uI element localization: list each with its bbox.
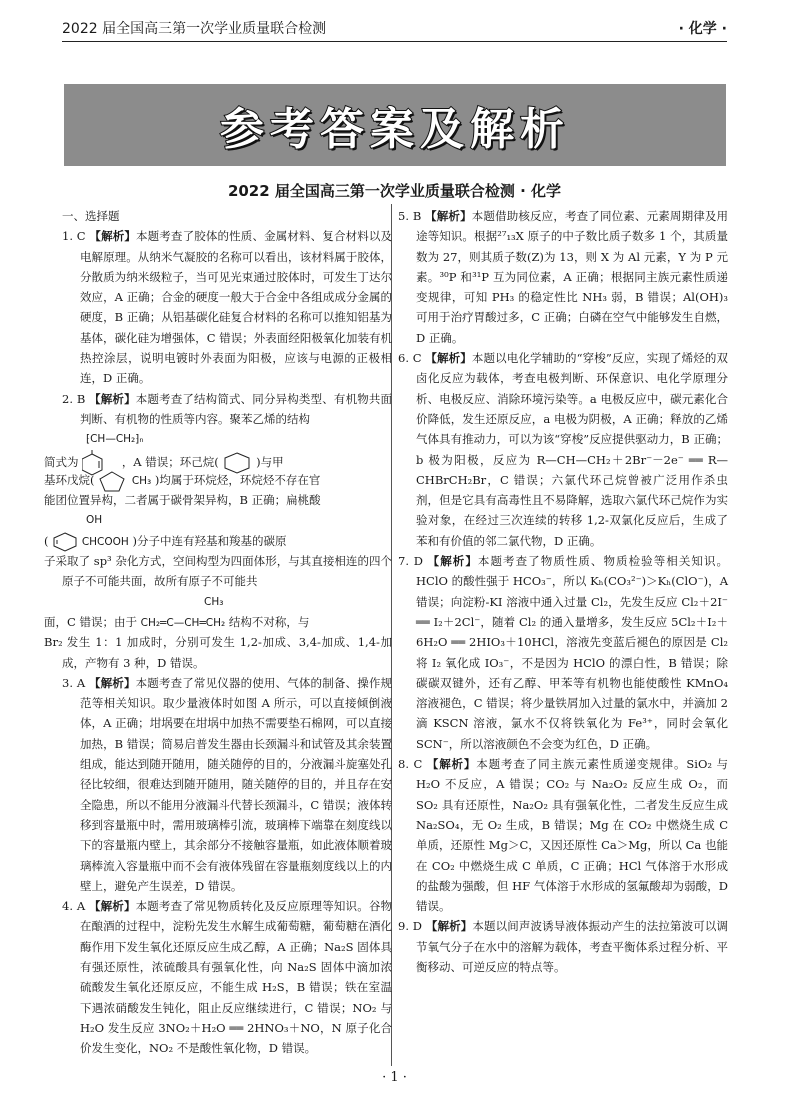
diene-line xyxy=(44,612,392,632)
answer-letter: C xyxy=(413,757,423,772)
question-text: 本题考查了结构简式、同分异构类型、有机物共面判断、有机物的性质等内容。聚苯乙烯的结构 xyxy=(80,391,393,426)
question-number: 8. xyxy=(398,757,409,772)
text-fragment: )均属于环烷烃，环烷烃不存在官 xyxy=(154,472,321,487)
question-1 xyxy=(62,226,392,388)
question-number: 4. xyxy=(62,899,73,914)
text-block: 子采取了 sp³ 杂化方式，空间构型为四面体形，与其直接相连的四个原子不可能共面，故所有原子不可能共 xyxy=(44,554,392,589)
cyclopentane-ring-icon xyxy=(98,470,128,492)
question-text: 本题考查了同主族元素性质递变规律。SiO₂ 与 H₂O 不反应，A 错误；CO₂ 与 Na₂O₂ 反应生成 O₂，而 SO₂ 具有还原性，Na₂O₂ 具有强氧化性，二者发生反应生成 Na₂SO₄，无 O₂ 生成，B 错误；Mg 在 CO₂ 中燃烧生成 C 单质，还原性 Mg＞C，又因还原性 Ca＞Mg，所以 Ca 也能在 CO₂ 中燃烧生成 C 单质，C 正确；HCl 气体溶于水形成的盐酸为强酸，但 HF 气体溶于水形成的氢氟酸却为弱酸，D 错误。 xyxy=(416,757,729,914)
text-fragment: 基环戊烷( xyxy=(44,472,95,487)
question-number: 7. xyxy=(398,554,409,569)
answer-letter: A xyxy=(76,899,86,914)
left-column xyxy=(44,206,393,1058)
methylcyclopentane-line xyxy=(44,470,392,490)
methyl-label: CH₃ xyxy=(131,474,152,487)
answer-letter: B xyxy=(76,391,86,406)
question-number: 2. xyxy=(62,391,73,406)
answer-letter: C xyxy=(76,229,86,244)
analysis-tag: 【解析】 xyxy=(425,919,473,934)
analysis-tag: 【解析】 xyxy=(89,229,136,244)
answer-letter: C xyxy=(412,351,422,366)
right-column xyxy=(398,206,728,977)
polymer-repeat-unit: ⁅CH—CH₂⁆ₙ xyxy=(86,433,144,446)
answer-letter: B xyxy=(412,209,422,223)
banner-title: 参考答案及解析 xyxy=(220,104,570,155)
analysis-tag: 【解析】 xyxy=(425,351,472,366)
text-fragment: 结构不对称，与 xyxy=(228,614,310,629)
question-text: 本题考查了胶体的性质、金属材料、复合材料以及电解原理。从纳米气凝胶的名称可以看出，该材料属于胶体，分散质为纳米级粒子，当可见光束通过胶体时，可发生丁达尔效应，A 正确；合金的硬度一般大于合金中各组成成分金属的硬度，B 正确；从铝基碳化硅复合材料的名称可以推知铝基为基体，碳化硅为增强体，C 错误；外表面经阳极氧化加装有机热控涂层，说明电镀时外表面为阳极，应该与电源的正极相连，D 正确。 xyxy=(80,229,393,386)
structure-line xyxy=(44,450,392,470)
text-fragment: 简式为 xyxy=(44,454,79,469)
question-4 xyxy=(62,896,392,1058)
isoprene-formula: CH₂═C—CH═CH₂ xyxy=(140,616,226,629)
question-text: 本题考查了物质性质、物质检验等相关知识。HClO 的酸性强于 HCO₃⁻，所以 Kₕ(CO₃²⁻)＞Kₕ(ClO⁻)，A 错误；向淀粉-KI 溶液中通入过量 Cl₂，先发生反应 Cl₂＋2I⁻ ══ I₂＋2Cl⁻，随着 Cl₂ 的通入量增多，发生反应 5Cl₂＋I₂＋6H₂O ══ 2HIO₃＋10HCl，溶液先变蓝后褪色的原因是 Cl₂ 将 I₂ 氧化成 IO₃⁻，不是因为 HClO 的漂白性，B 错误；除碳碳双键外，还有乙醇、甲苯等有机物也能使酸性 KMnO₄ 溶液褪色，C 错误；将少量铁屑加入过量的氯水中，并滴加 2 滴 KSCN 溶液，氯水不仅将铁氧化为 Fe³⁺，同时会氧化 SCN⁻，所以溶液颜色不会变为红色，D 正确。 xyxy=(416,554,729,751)
answer-letter: A xyxy=(76,675,86,690)
document-title: 2022 届全国高三第一次学业质量联合检测 · 化学 xyxy=(227,182,562,200)
question-2 xyxy=(44,389,393,673)
text-fragment: ，A 错误；环己烷( xyxy=(121,454,219,469)
question-number: 3. xyxy=(62,675,73,690)
question-number: 1. xyxy=(62,229,73,244)
question-text: 本题以间声波诱导液体振动产生的法拉第波可以调节氧气分子在水中的溶解为载体，考查平衡体系过程分析、平衡移动、可逆反应的特点等。 xyxy=(416,919,729,974)
question-text: 本题考查了常见物质转化及反应原理等知识。谷物在酿酒的过程中，淀粉先发生水解生成葡萄糖，葡萄糖在酒化酶作用下发生氧化还原反应生成乙醇，A 正确；Na₂S 固体具有强还原性，浓硫酸具有强氧化性，向 Na₂S 固体中滴加浓硫酸发生氧化还原反应，不能生成 H₂S，B 错误；铁在室温下遇浓硝酸发生钝化，阻止反应继续进行，C 错误；NO₂ 与 H₂O 发生反应 3NO₂＋H₂O ══ 2HNO₃＋NO，N 原子化合价发生变化，NO₂ 不是酸性氧化物，D 错误。 xyxy=(80,899,393,1056)
question-text: 本题借助核反应，考查了同位素、元素周期律及用途等知识。根据²⁷₁₃X 原子的中子数比质子数多 1 个，其质量数为 27，则其质子数(Z)为 13，则 X 为 Al 元素，Y 为 P 元素。³⁰P 和³¹P 互为同位素，A 正确；根据同主族元素性质递变规律，可知 PH₃ 的稳定性比 NH₃ 弱，B 错误；Al(OH)₃ 可用于治疗胃酸过多，C 正确；白磷在空气中能够发生自燃，D 正确。 xyxy=(416,209,729,345)
analysis-tag: 【解析】 xyxy=(89,391,136,406)
question-number: 5. xyxy=(398,209,409,223)
answer-banner xyxy=(64,84,726,166)
answer-letter: D xyxy=(413,554,423,569)
header-exam-title: 2022 届全国高三第一次学业质量联合检测 xyxy=(62,21,327,37)
question-text: 本题考查了常见仪器的使用、气体的制备、操作规范等相关知识。取少量液体时如图 A 所示，可以直接倾倒液体，A 正确；坩埚要在坩埚中加热不需要垫石棉网，可以直接加热，B 错误；简易启普发生器由长颈漏斗和试管及其余装置组成，能达到随开随用，随关随停的目的，分液漏斗旋塞处孔径比较细，很难达到随开随用，随关随停的目的，并且存在安全隐患，所以不能用分液漏斗代替长颈漏斗，C 错误；液体转移到容量瓶中时，需用玻璃棒引流，玻璃棒下端靠在刻度线以下的容量瓶内壁上，其余部分不接触容量瓶，如此液体顺着玻璃棒流入容量瓶中而不会有液体残留在容量瓶刻度线以上的内壁上，避免产生误差，D 错误。 xyxy=(80,675,393,893)
question-5 xyxy=(398,206,728,348)
analysis-tag: 【解析】 xyxy=(425,209,472,223)
header-subject: · 化学 · xyxy=(678,21,727,37)
text-fragment: )分子中连有羟基和羧基的碳原 xyxy=(132,533,287,548)
carboxyl-group: CHCOOH xyxy=(81,535,129,548)
text-line: 能团位置异构，二者属于碳骨架异构，B 正确；扁桃酸 xyxy=(44,493,321,508)
text-fragment: ( xyxy=(44,533,49,548)
answer-letter: D xyxy=(412,919,423,934)
question-3 xyxy=(62,673,392,896)
question-number: 6. xyxy=(398,351,409,366)
analysis-tag: 【解析】 xyxy=(88,899,136,914)
question-8 xyxy=(398,754,728,916)
question-7 xyxy=(398,551,728,754)
methyl-top-label: CH₃ xyxy=(204,595,224,608)
question-9 xyxy=(398,916,728,977)
analysis-tag: 【解析】 xyxy=(427,554,478,569)
page-number: · 1 · xyxy=(382,1070,407,1085)
question-number: 9. xyxy=(398,919,409,934)
polystyrene-formula xyxy=(44,429,392,673)
running-header xyxy=(62,10,727,42)
question-6 xyxy=(398,348,728,551)
section-heading: 一、选择题 xyxy=(62,209,120,223)
analysis-tag: 【解析】 xyxy=(88,675,136,690)
text-fragment: 面，C 错误；由于 xyxy=(44,614,137,629)
analysis-tag: 【解析】 xyxy=(426,757,477,772)
mandelic-acid-line xyxy=(44,531,392,551)
text-block: Br₂ 发生 1：1 加成时，分别可发生 1,2-加成、3,4-加成、1,4-加成，产物有 3 种，D 错误。 xyxy=(44,635,392,670)
text-fragment: )与甲 xyxy=(256,454,284,469)
question-text: 本题以电化学辅助的“穿梭”反应，实现了烯烃的双卤化反应为载体，考查电极判断、环保意识、电化学原理分析、电极反应、消除环境污染等。a 电极反应中，碳元素化合价降低，发生还原反应，a 电极为阴极，A 正确；释放的乙烯气体具有推动力，可以为该“穿梭”反应提供驱动力，B 正确；b 极为阳极，反应为 R—CH—CH₂＋2Br⁻－2e⁻ ══ R—CHBrCH₂Br，C 错误；六氯代环己烷曾被广泛用作杀虫剂，但是它具有高毒性且不易降解，选取六氯代环己烷作为实验对象，在经过三次连续的转移 1,2-双氯化反应后，生成了苯和有价值的邻二氯代物，D 正确。 xyxy=(416,351,729,548)
phenyl-ring-icon xyxy=(52,532,78,552)
hydroxyl-label: OH xyxy=(86,514,103,527)
